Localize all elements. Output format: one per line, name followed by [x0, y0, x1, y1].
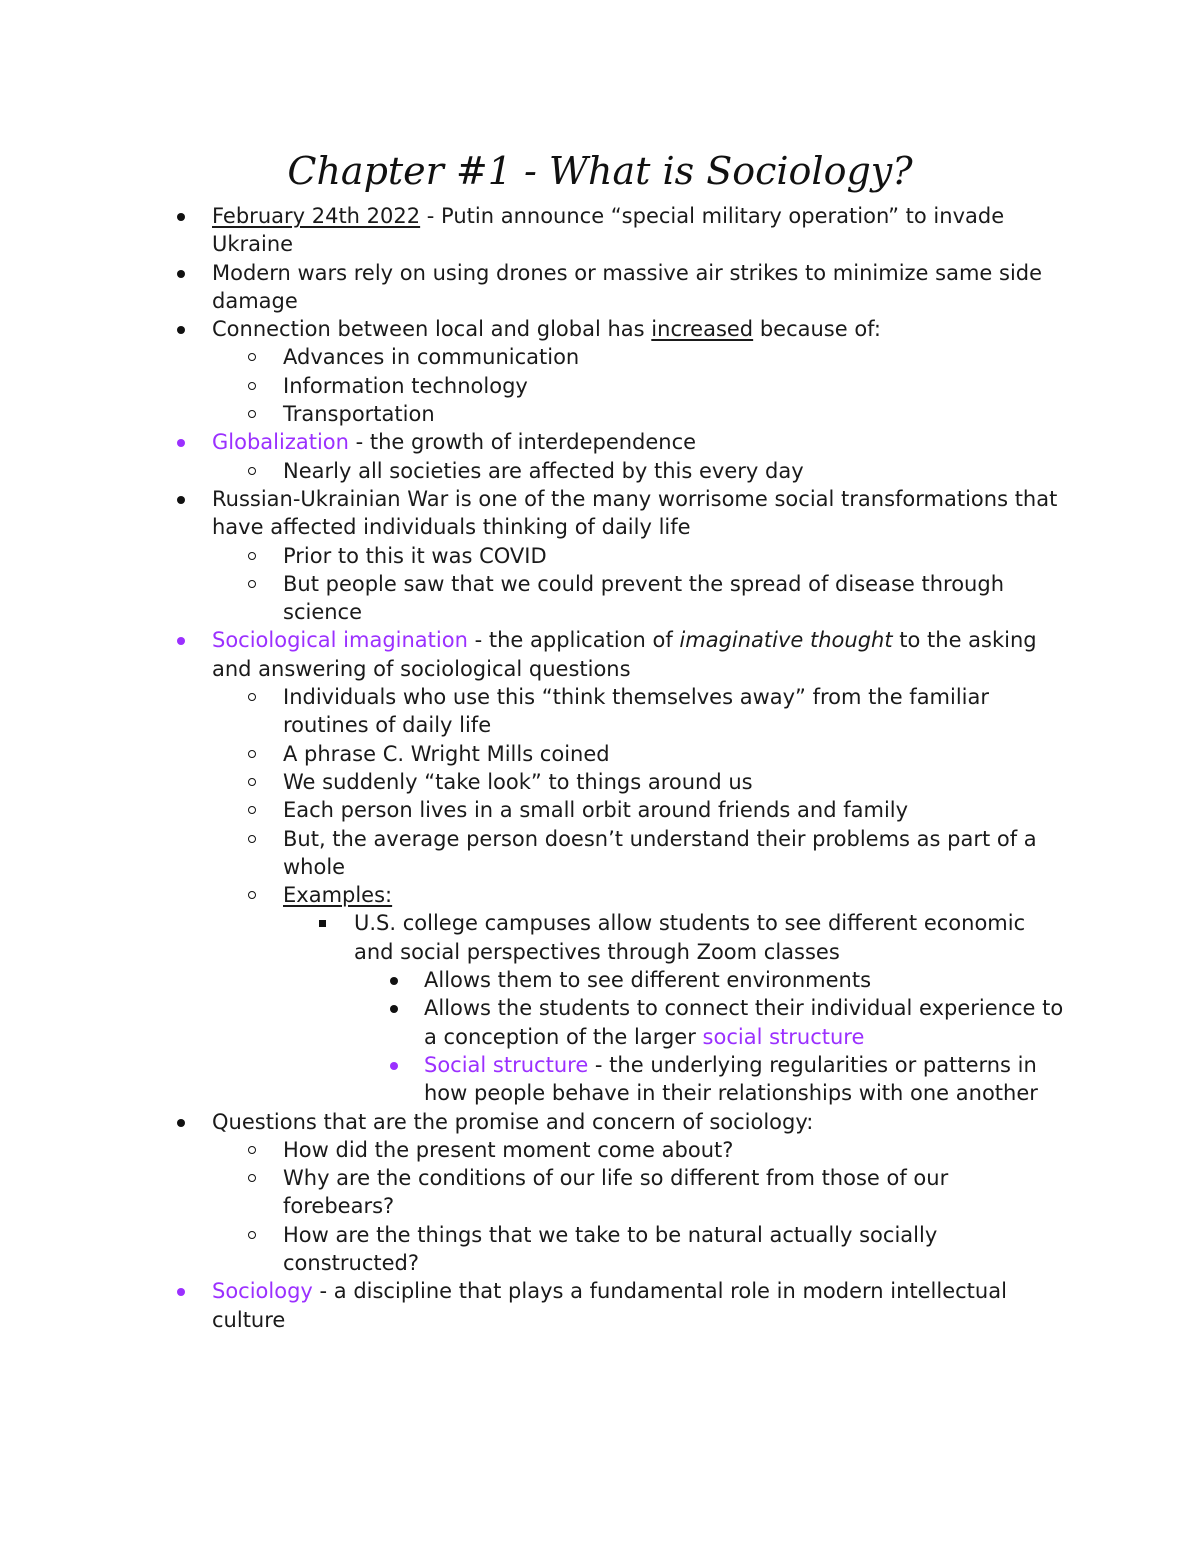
list-item: Why are the conditions of our life so different from those of our forebears?: [283, 1166, 949, 1219]
italic-phrase: imaginative thought: [679, 628, 893, 653]
list-item: Allows the students to connect their individual experience to a conception of the larger social structure: [424, 996, 1064, 1049]
list-item: Information technology: [283, 373, 528, 398]
notes-list: [0, 202, 1200, 1334]
list-item: Modern wars rely on using drones or massive air strikes to minimize same side damage: [212, 260, 1043, 313]
list-item: Allows them to see different environments: [424, 968, 872, 993]
list-item: Nearly all societies are affected by this every day: [283, 458, 804, 483]
list-item: Globalization - the growth of interdependence: [212, 430, 697, 455]
term-social-structure: Social structure: [424, 1052, 589, 1077]
list-item: February 24th 2022 - Putin announce “special military operation” to invade Ukraine: [212, 204, 1005, 257]
list-item: Individuals who use this “think themselves away” from the familiar routines of daily life: [283, 685, 990, 738]
term-social-structure: social structure: [702, 1024, 865, 1049]
list-item: Sociological imagination - the application of imaginative thought to the asking and answering of sociological questions: [212, 628, 1037, 681]
list-item: U.S. college campuses allow students to see different economic and social perspectives through Zoom classes: [354, 911, 1026, 964]
list-item: [0, 881, 1063, 909]
list-item: Advances in communication: [283, 345, 580, 370]
list-item: Questions that are the promise and concern of sociology:: [212, 1109, 814, 1134]
page-title: Chapter #1 - What is Sociology?: [287, 149, 913, 193]
examples-label: Examples:: [283, 883, 393, 908]
list-item: But people saw that we could prevent the spread of disease through science: [283, 571, 1005, 625]
list-item: We suddenly “take look” to things around us: [283, 769, 753, 794]
list-item: Transportation: [283, 402, 435, 427]
term-sociological-imagination: Sociological imagination: [212, 628, 468, 653]
list-item: Russian-Ukrainian War is one of the many worrisome social transformations that have affected individuals thinking of daily life: [212, 486, 1058, 540]
term-sociology: Sociology: [212, 1279, 313, 1304]
list-item: How did the present moment come about?: [283, 1137, 734, 1162]
list-item: A phrase C. Wright Mills coined: [283, 741, 610, 766]
list-item: How are the things that we take to be natural actually socially constructed?: [283, 1222, 938, 1275]
list-item: Sociology - a discipline that plays a fundamental role in modern intellectual culture: [212, 1279, 1007, 1332]
list-item: Connection between local and global has increased because of:: [212, 317, 881, 342]
list-item: Each person lives in a small orbit around friends and family: [283, 798, 909, 823]
list-item: Prior to this it was COVID: [283, 543, 547, 568]
term-globalization: Globalization: [212, 430, 349, 455]
date-text: February 24th 2022: [212, 204, 421, 228]
list-item: Social structure - the underlying regularities or patterns in how people behave in their relationships with one another: [424, 1052, 1038, 1106]
underlined-word: increased: [651, 317, 754, 342]
list-item: But, the average person doesn’t understand their problems as part of a whole: [283, 826, 1037, 879]
